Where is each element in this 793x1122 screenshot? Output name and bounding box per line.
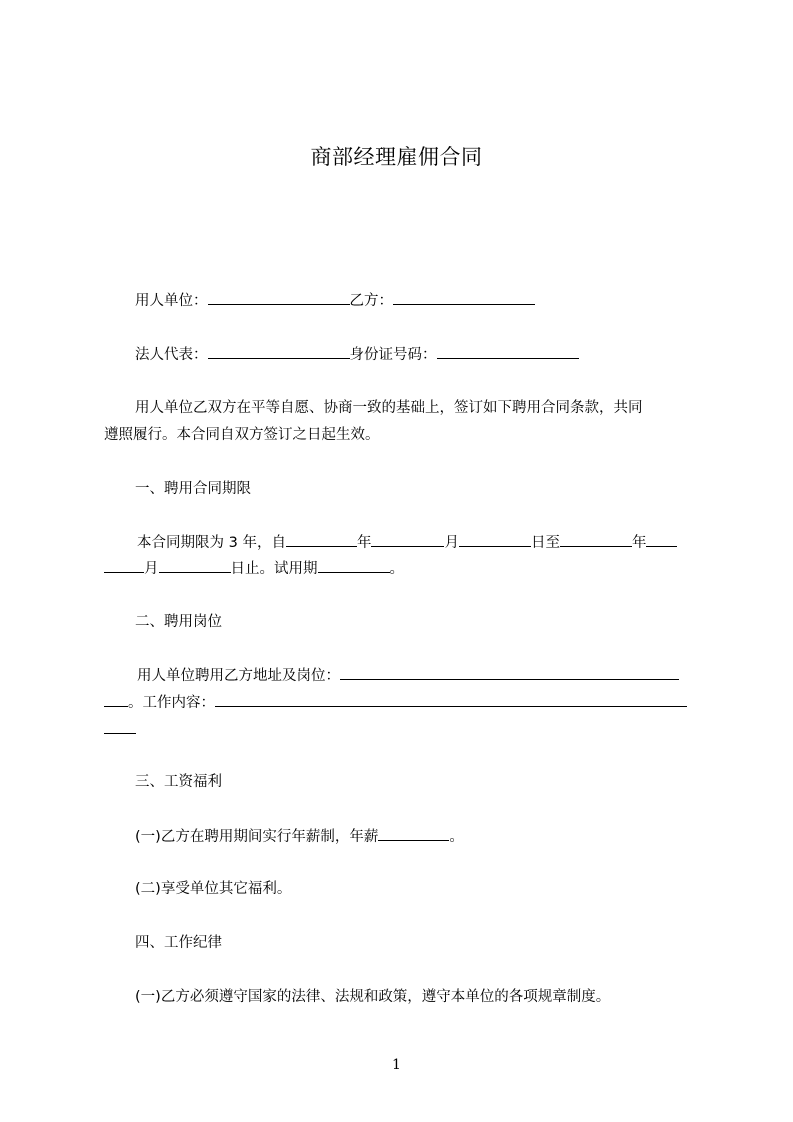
start-day-blank[interactable] xyxy=(459,532,531,547)
employer-row xyxy=(135,290,535,311)
year-label: 年 xyxy=(356,535,372,551)
annual-salary-blank[interactable] xyxy=(378,826,449,841)
legal-rep-row xyxy=(135,344,579,365)
term-prefix: 本合同期限为 3 年，自 xyxy=(137,535,286,551)
party-b-blank[interactable] xyxy=(393,290,535,305)
section4-heading: 四、工作纪律 xyxy=(135,935,222,951)
term-line-2 xyxy=(104,558,404,579)
month-label: 月 xyxy=(444,535,459,551)
employer-blank[interactable] xyxy=(208,290,350,305)
address-position-blank-a[interactable] xyxy=(340,665,679,680)
term-line-1 xyxy=(137,532,677,553)
position-prefix: 用人单位聘用乙方地址及岗位： xyxy=(137,668,340,684)
start-year-blank[interactable] xyxy=(286,532,357,547)
start-month-blank[interactable] xyxy=(371,532,444,547)
employer-label: 用人单位： xyxy=(135,293,208,309)
day-to-label: 日至 xyxy=(530,535,560,551)
intro-line-2: 遵照履行。本合同自双方签订之日起生效。 xyxy=(104,427,380,443)
position-line-2 xyxy=(104,692,687,713)
address-position-blank-b[interactable] xyxy=(104,692,128,707)
id-number-label: 身份证号码： xyxy=(349,347,437,363)
legal-rep-blank[interactable] xyxy=(208,344,350,359)
legal-rep-label: 法人代表： xyxy=(135,347,208,363)
section3-heading: 三、工资福利 xyxy=(135,774,222,790)
page-number: 1 xyxy=(392,1057,401,1073)
probation-blank[interactable] xyxy=(318,558,390,573)
end-month-label: 月 xyxy=(144,561,159,577)
section2-heading: 二、聘用岗位 xyxy=(135,614,222,630)
term-period: 。 xyxy=(389,561,404,577)
work-content-blank-a[interactable] xyxy=(215,692,687,707)
salary-prefix: (一)乙方在聘用期间实行年薪制，年薪 xyxy=(135,829,379,845)
work-content-blank-b[interactable] xyxy=(104,719,136,734)
salary-line xyxy=(135,826,464,847)
end-year-blank[interactable] xyxy=(560,532,632,547)
end-month-blank-a[interactable] xyxy=(646,532,677,547)
section1-heading: 一、聘用合同期限 xyxy=(135,481,251,497)
day-end-label: 日止。试用期 xyxy=(230,561,318,577)
discipline-line: (一)乙方必须遵守国家的法律、法规和政策，遵守本单位的各项规章制度。 xyxy=(135,989,611,1005)
position-line-1 xyxy=(137,665,679,686)
benefits-line: (二)享受单位其它福利。 xyxy=(135,881,292,897)
end-month-blank-b[interactable] xyxy=(104,558,144,573)
end-day-blank[interactable] xyxy=(159,558,231,573)
salary-suffix: 。 xyxy=(449,829,464,845)
party-b-label: 乙方： xyxy=(349,293,393,309)
id-number-blank[interactable] xyxy=(437,344,579,359)
document-title: 商部经理雇佣合同 xyxy=(310,145,483,169)
intro-line-1: 用人单位乙双方在平等自愿、协商一致的基础上，签订如下聘用合同条款，共同 xyxy=(135,400,643,416)
work-content-label: 。工作内容： xyxy=(128,695,215,711)
end-year-label: 年 xyxy=(631,535,647,551)
position-line-3 xyxy=(104,719,136,740)
